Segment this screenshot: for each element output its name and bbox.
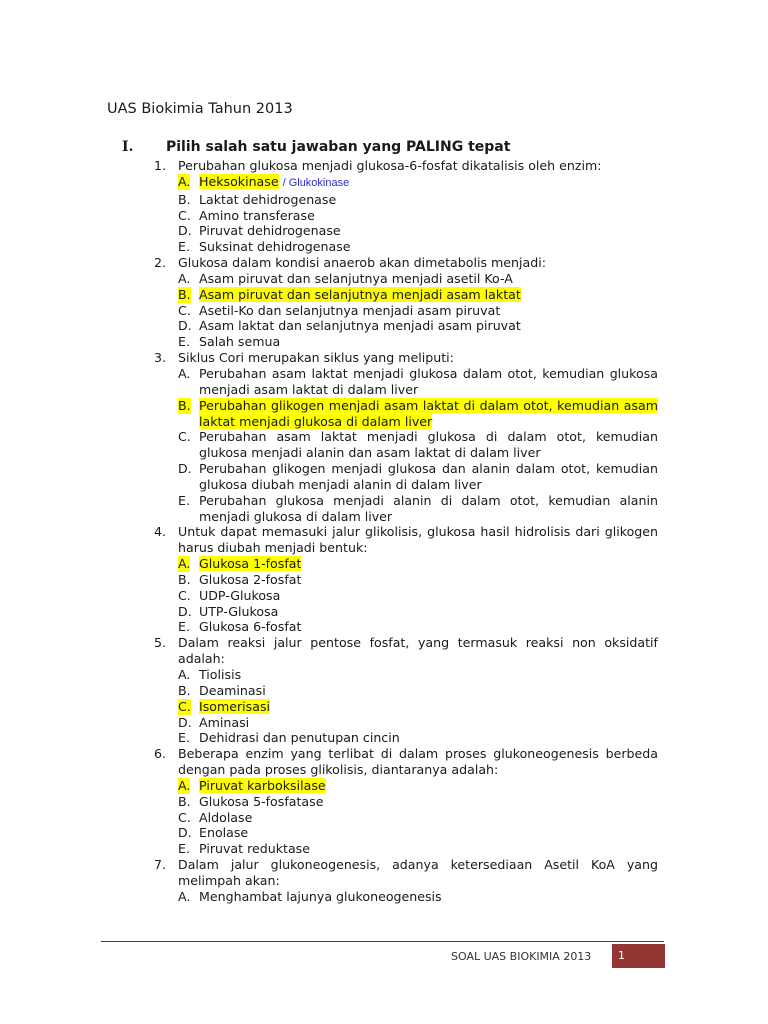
option-label: A. — [178, 777, 191, 793]
answer-option — [178, 192, 658, 208]
highlighted-answer-text: Glukosa 1-fosfat — [199, 556, 302, 572]
option-label: D. — [178, 461, 192, 477]
option-text: Piruvat dehidrogenase — [199, 223, 341, 239]
option-text: Asam piruvat dan selanjutnya menjadi asetil Ko-A — [199, 270, 513, 286]
option-label: A. — [178, 667, 191, 682]
answer-option — [178, 683, 658, 699]
option-text: Glukosa 6-fosfat — [199, 619, 302, 635]
answer-option — [178, 619, 658, 635]
highlighted-answer-text: Heksokinase — [199, 173, 279, 189]
highlighted-answer-text: Perubahan glikogen menjadi asam laktat di dalam otot, kemudian asam laktat menjadi glukosa di dalam liver — [199, 397, 658, 429]
page-number: 1 — [618, 949, 625, 962]
answer-option — [178, 715, 658, 731]
highlighted-answer-text: Asam piruvat dan selanjutnya menjadi asam laktat — [199, 286, 521, 302]
option-label: A. — [178, 556, 191, 572]
question-text: Dalam reaksi jalur pentose fosfat, yang termasuk reaksi non oksidatif adalah: — [178, 635, 658, 667]
answer-option — [178, 604, 658, 620]
answer-option — [178, 794, 658, 810]
question-item — [154, 635, 658, 746]
option-label: A. — [178, 365, 191, 381]
option-label: D. — [178, 603, 192, 619]
option-label: B. — [178, 682, 191, 698]
question-item — [154, 524, 658, 635]
question-text: Dalam jalur glukoneogenesis, adanya ketersediaan Asetil KoA yang melimpah akan: — [178, 857, 658, 888]
option-label: C. — [178, 207, 191, 223]
question-text: Perubahan glukosa menjadi glukosa-6-fosfat dikatalisis oleh enzim: — [178, 158, 602, 173]
answer-option — [178, 271, 658, 287]
question-item — [154, 350, 658, 524]
option-text: Laktat dehidrogenase — [199, 191, 337, 207]
question-number: 7. — [154, 857, 167, 873]
option-label: B. — [178, 793, 191, 809]
question-item — [154, 857, 658, 905]
option-text: Dehidrasi dan penutupan cincin — [199, 730, 400, 746]
page-number-badge — [612, 944, 665, 968]
question-number: 2. — [154, 255, 167, 271]
option-text: Amino transferase — [199, 207, 315, 223]
section-number: I. — [122, 139, 134, 155]
option-label: A. — [178, 173, 191, 189]
question-text: Beberapa enzim yang terlibat di dalam proses glukoneogenesis berbeda dengan pada proses glikolisis, diantaranya adalah: — [178, 746, 658, 778]
option-text: Tiolisis — [199, 667, 242, 682]
answer-option — [178, 461, 658, 493]
option-label: C. — [178, 587, 191, 603]
option-text: Deaminasi — [199, 682, 266, 698]
option-label: E. — [178, 334, 190, 350]
option-label: E. — [178, 730, 190, 746]
option-label: E. — [178, 492, 190, 508]
option-label: D. — [178, 223, 192, 239]
answer-option — [178, 667, 658, 683]
answer-option — [178, 318, 658, 334]
option-label: C. — [178, 302, 191, 318]
question-item — [154, 255, 658, 350]
option-text: Perubahan glukosa menjadi alanin di dalam otot, kemudian alanin menjadi glukosa di dalam liver — [199, 492, 658, 524]
option-text: Perubahan glikogen menjadi glukosa dan alanin dalam otot, kemudian glukosa diubah menjadi alanin di dalam liver — [199, 461, 658, 492]
question-number: 3. — [154, 350, 167, 366]
option-text: Glukosa 5-fosfatase — [199, 793, 324, 809]
option-label: C. — [178, 809, 191, 825]
option-label: E. — [178, 239, 190, 255]
answer-option — [178, 398, 658, 430]
answer-option — [178, 208, 658, 224]
answer-option — [178, 825, 658, 841]
option-label: A. — [178, 888, 191, 904]
answer-option — [178, 429, 658, 461]
footer-divider — [101, 941, 664, 942]
answer-option — [178, 889, 658, 905]
option-text: Aminasi — [199, 714, 250, 730]
section-heading — [122, 139, 511, 155]
highlighted-answer-text: Piruvat karboksilase — [199, 777, 326, 793]
option-text: Enolase — [199, 825, 249, 841]
option-label: E. — [178, 619, 190, 635]
footer-label: SOAL UAS BIOKIMIA 2013 — [451, 950, 592, 963]
question-text: Untuk dapat memasuki jalur glikolisis, glukosa hasil hidrolisis dari glikogen harus diubah menjadi bentuk: — [178, 524, 658, 556]
answer-option — [178, 588, 658, 604]
question-item — [154, 158, 658, 255]
highlighted-answer-text: Isomerisasi — [199, 698, 271, 714]
answer-option — [178, 493, 658, 525]
answer-option — [178, 334, 658, 350]
option-label: D. — [178, 318, 192, 334]
answer-option — [178, 730, 658, 746]
option-text: UTP-Glukosa — [199, 603, 279, 619]
answer-option — [178, 287, 658, 303]
option-label: B. — [178, 191, 191, 207]
question-list — [154, 158, 658, 905]
option-text: Glukosa 2-fosfat — [199, 571, 302, 587]
answer-option — [178, 556, 658, 572]
option-text: UDP-Glukosa — [199, 587, 281, 603]
option-text: Aldolase — [199, 809, 253, 825]
option-text: Menghambat lajunya glukoneogenesis — [199, 888, 442, 904]
option-label: C. — [178, 429, 191, 445]
option-text: Salah semua — [199, 334, 281, 350]
option-label: E. — [178, 841, 190, 857]
answer-option — [178, 572, 658, 588]
question-text: Siklus Cori merupakan siklus yang meliputi: — [178, 350, 454, 366]
option-text: Perubahan asam laktat menjadi glukosa di dalam otot, kemudian glukosa menjadi alanin dan asam laktat di dalam liver — [199, 429, 658, 461]
answer-option — [178, 778, 658, 794]
option-label: B. — [178, 571, 191, 587]
question-number: 1. — [154, 158, 167, 173]
option-text: Piruvat reduktase — [199, 841, 310, 857]
answer-option — [178, 366, 658, 398]
handwritten-note: / Glukokinase — [282, 176, 350, 189]
answer-option — [178, 223, 658, 239]
answer-option — [178, 174, 658, 192]
option-text: Suksinat dehidrogenase — [199, 239, 351, 255]
option-text: Perubahan asam laktat menjadi glukosa dalam otot, kemudian glukosa menjadi asam laktat di dalam liver — [199, 365, 658, 397]
option-label: D. — [178, 825, 192, 841]
answer-option — [178, 699, 658, 715]
answer-option — [178, 303, 658, 319]
question-number: 6. — [154, 746, 167, 762]
question-number: 4. — [154, 524, 167, 540]
option-label: A. — [178, 270, 191, 286]
section-title: Pilih salah satu jawaban yang PALING tepat — [166, 139, 511, 155]
answer-option — [178, 810, 658, 826]
option-label: D. — [178, 714, 192, 730]
question-text: Glukosa dalam kondisi anaerob akan dimetabolis menjadi: — [178, 255, 546, 271]
answer-option — [178, 841, 658, 857]
document-title: UAS Biokimia Tahun 2013 — [107, 101, 293, 117]
option-label: B. — [178, 286, 191, 302]
option-text: Asam laktat dan selanjutnya menjadi asam piruvat — [199, 318, 521, 334]
answer-option — [178, 239, 658, 255]
question-item — [154, 746, 658, 857]
question-number: 5. — [154, 635, 167, 651]
option-label: B. — [178, 397, 191, 413]
option-label: C. — [178, 698, 191, 714]
option-text: Asetil-Ko dan selanjutnya menjadi asam piruvat — [199, 302, 501, 318]
